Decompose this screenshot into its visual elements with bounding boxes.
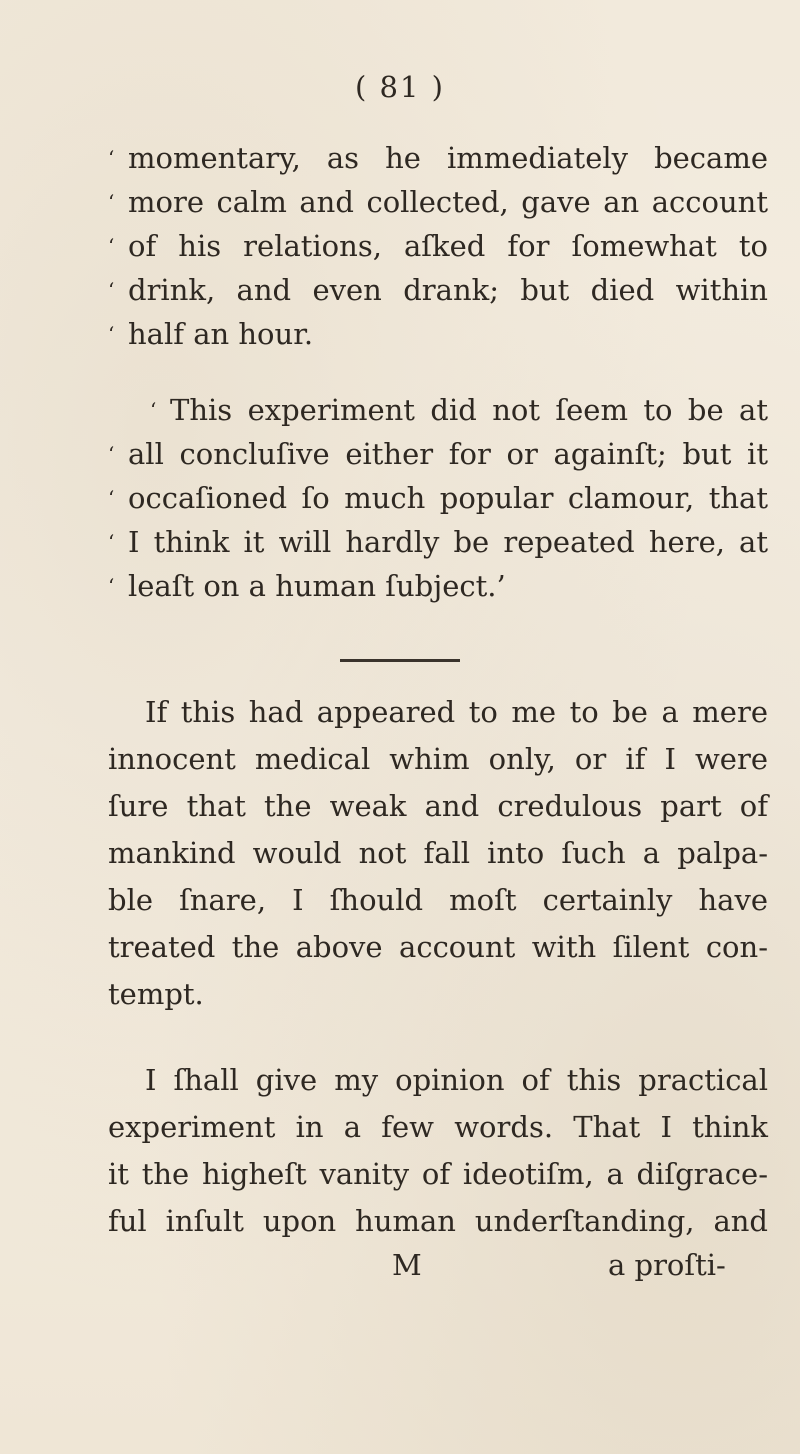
quote-mark: ‘ (108, 234, 115, 258)
text-line (108, 182, 768, 222)
line-text: occaſioned ſo much popular clamour, that (128, 481, 768, 515)
text-line: treated the above account with ſilent con- (108, 930, 768, 964)
text-line: experiment in a few words. That I think (108, 1110, 768, 1144)
text-line (108, 226, 768, 266)
text-line: innocent medical whim only, or if I were (108, 742, 768, 776)
text-line (108, 138, 768, 178)
line-text: I think it will hardly be repeated here, at (128, 525, 768, 559)
line-text: leaſt on a human ſubject.’ (128, 569, 506, 603)
section-divider-rule (340, 659, 460, 662)
line-text: of his relations, aſked for ſomewhat to (128, 229, 768, 263)
text-line: If this had appeared to me to be a mere (145, 695, 768, 729)
line-text: it the higheſt vanity of ideotiſm, a diſgrace- (108, 1157, 768, 1191)
line-text: more calm and collected, gave an account (128, 185, 768, 219)
quote-mark: ‘ (108, 530, 115, 554)
text-line (150, 390, 768, 430)
line-text: momentary, as he immediately became (128, 141, 768, 175)
text-line: I ſhall give my opinion of this practical (145, 1063, 768, 1097)
text-line (108, 478, 768, 518)
text-line: ble ſnare, I ſhould moſt certainly have (108, 883, 768, 917)
catchword: a proſti- (608, 1248, 726, 1282)
text-line (108, 1154, 768, 1194)
text-line (108, 314, 768, 354)
quote-mark: ‘ (108, 486, 115, 510)
quote-mark: ‘ (150, 398, 157, 422)
page-number-header: ( 81 ) (355, 70, 445, 104)
quote-mark: ‘ (108, 190, 115, 214)
text-line (108, 522, 768, 562)
quote-mark: ‘ (108, 146, 115, 170)
quote-mark: ‘ (108, 278, 115, 302)
text-line: ful inſult upon human underſtanding, and (108, 1204, 768, 1238)
text-line: ſure that the weak and credulous part of (108, 789, 768, 823)
text-line (108, 566, 768, 606)
line-text: This experiment did not ſeem to be at (170, 393, 768, 427)
quote-mark: ‘ (108, 574, 115, 598)
text-line (108, 434, 768, 474)
quote-mark: ‘ (108, 322, 115, 346)
text-line (108, 270, 768, 310)
quote-mark: ‘ (108, 442, 115, 466)
text-line: tempt. (108, 977, 204, 1011)
text-line: mankind would not fall into ſuch a palpa- (108, 836, 768, 870)
line-text: drink, and even drank; but died within (128, 273, 768, 307)
signature-mark: M (392, 1248, 422, 1282)
line-text: half an hour. (128, 317, 314, 351)
line-text: all concluſive either for or againſt; but it (128, 437, 768, 471)
